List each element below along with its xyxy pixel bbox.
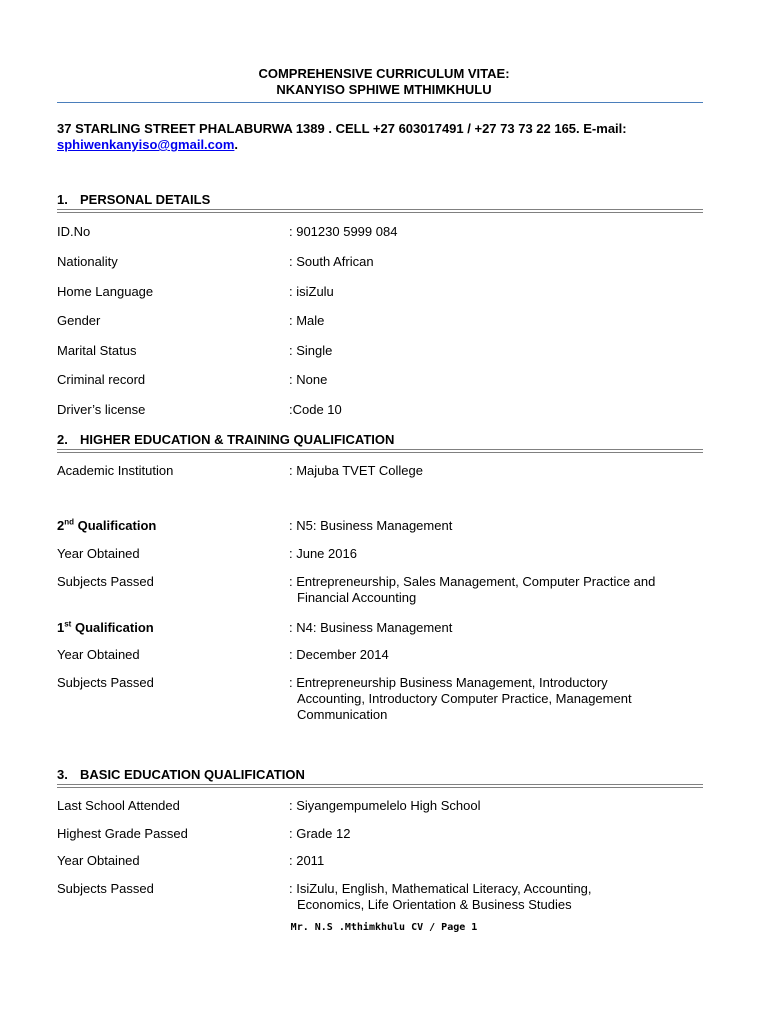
value-drivers-license: :Code 10 (289, 402, 342, 417)
label-year-obtained: Year Obtained (57, 853, 140, 868)
contact-line (57, 121, 703, 153)
value-year-obtained: : 2011 (289, 853, 325, 868)
email-suffix: . (234, 137, 239, 152)
label-home-language: Home Language (57, 284, 154, 299)
document-title-line1: COMPREHENSIVE CURRICULUM VITAE: (258, 66, 510, 81)
label-subjects-passed: Subjects Passed (57, 675, 154, 690)
ordinal-suffix: st (64, 619, 72, 629)
label-subjects-passed: Subjects Passed (57, 881, 154, 896)
label-nationality: Nationality (57, 254, 118, 269)
value-subjects-passed (289, 574, 709, 606)
document-title-name: NKANYISO SPHIWE MTHIMKHULU (276, 82, 492, 97)
value-subjects-passed (289, 675, 709, 723)
section-title: PERSONAL DETAILS (80, 192, 211, 207)
subjects-line: Financial Accounting (297, 590, 417, 605)
section-rule (57, 449, 703, 453)
label-criminal-record: Criminal record (57, 372, 146, 387)
value-year-obtained: : December 2014 (289, 647, 389, 662)
section-title: HIGHER EDUCATION & TRAINING QUALIFICATION (80, 432, 395, 447)
value-id-no: : 901230 5999 084 (289, 224, 398, 239)
label-first-qualification (57, 620, 154, 636)
value-first-qualification: : N4: Business Management (289, 620, 453, 635)
label-second-qualification (57, 518, 156, 534)
qualification-word: Qualification (71, 620, 154, 635)
label-gender: Gender (57, 313, 101, 328)
subjects-line: : IsiZulu, English, Mathematical Literacy, Accounting, (289, 881, 592, 896)
ordinal-suffix: nd (64, 517, 75, 527)
label-marital-status: Marital Status (57, 343, 137, 358)
label-last-school: Last School Attended (57, 798, 180, 813)
value-year-obtained: : June 2016 (289, 546, 357, 561)
subjects-line: Accounting, Introductory Computer Practice, Management (297, 691, 632, 706)
qualification-word: Qualification (74, 518, 157, 533)
value-nationality: : South African (289, 254, 374, 269)
label-year-obtained: Year Obtained (57, 647, 140, 662)
label-highest-grade: Highest Grade Passed (57, 826, 188, 841)
label-academic-institution: Academic Institution (57, 463, 174, 478)
value-subjects-passed (289, 881, 709, 913)
header-rule (57, 102, 703, 103)
value-academic-institution: : Majuba TVET College (289, 463, 423, 478)
value-highest-grade: : Grade 12 (289, 826, 351, 841)
section-rule (57, 784, 703, 788)
label-id-no: ID.No (57, 224, 91, 239)
address-text: 37 STARLING STREET PHALABURWA 1389 . CELL +27 603017491 / +27 73 73 22 165. E-mail: (57, 121, 627, 136)
ordinal-number: 2 (57, 518, 65, 533)
value-marital-status: : Single (289, 343, 333, 358)
value-criminal-record: : None (289, 372, 328, 387)
subjects-line: : Entrepreneurship, Sales Management, Computer Practice and (289, 574, 656, 589)
section-heading-higher-education (57, 432, 394, 448)
page-footer: Mr. N.S .Mthimkhulu CV / Page 1 (290, 922, 478, 933)
section-number: 2. (57, 432, 68, 447)
section-title: BASIC EDUCATION QUALIFICATION (80, 767, 305, 782)
value-last-school: : Siyangempumelelo High School (289, 798, 481, 813)
section-heading-basic-education (57, 767, 305, 783)
email-link[interactable]: sphiwenkanyiso@gmail.com (57, 137, 235, 152)
subjects-line: Economics, Life Orientation & Business Studies (297, 897, 572, 912)
ordinal-number: 1 (57, 620, 65, 635)
label-drivers-license: Driver’s license (57, 402, 146, 417)
value-home-language: : isiZulu (289, 284, 334, 299)
label-subjects-passed: Subjects Passed (57, 574, 154, 589)
label-year-obtained: Year Obtained (57, 546, 140, 561)
value-second-qualification: : N5: Business Management (289, 518, 453, 533)
subjects-line: Communication (297, 707, 388, 722)
section-heading-personal (57, 192, 210, 208)
subjects-line: : Entrepreneurship Business Management, Introductory (289, 675, 608, 690)
section-number: 1. (57, 192, 68, 207)
section-number: 3. (57, 767, 68, 782)
value-gender: : Male (289, 313, 325, 328)
section-rule (57, 209, 703, 213)
